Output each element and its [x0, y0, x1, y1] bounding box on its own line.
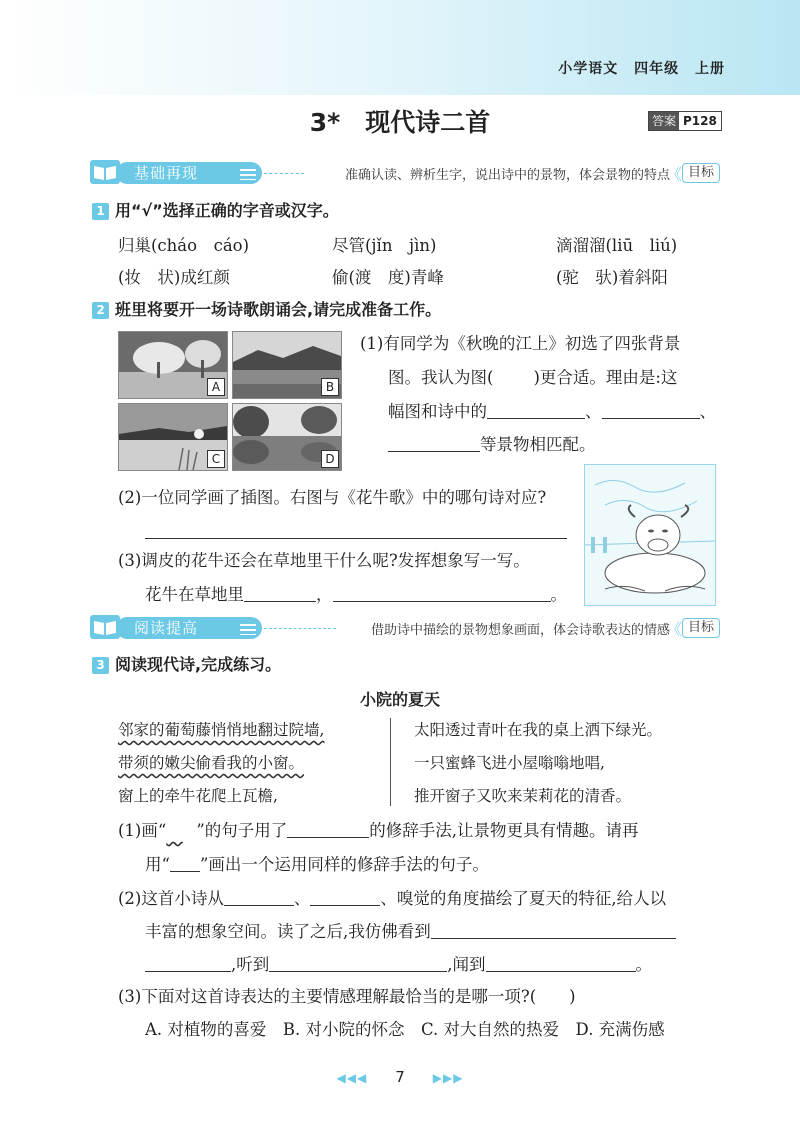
text: 。	[635, 955, 652, 974]
answer-page-tag	[648, 111, 722, 131]
question-prompt: 班里将要开一场诗歌朗诵会,请完成准备工作。	[115, 300, 442, 319]
answer-page: P128	[683, 114, 717, 128]
photo-d[interactable]	[232, 403, 342, 471]
choice-6[interactable]: (驼 驮)着斜阳	[556, 268, 668, 287]
photo-label: A	[207, 378, 225, 396]
photo-label: C	[207, 450, 225, 468]
goal-tag: 目标	[682, 163, 720, 183]
stripe-decoration	[240, 166, 256, 180]
question-2-heading	[92, 297, 441, 320]
text: ,闻到	[447, 955, 486, 974]
grade: 四年级	[634, 61, 680, 77]
answer-blank[interactable]	[287, 821, 369, 838]
question-3-heading	[92, 652, 281, 675]
q3-s2-line2	[145, 918, 676, 942]
right-arrows-icon: ▶▶▶	[432, 1071, 464, 1085]
text: 用“	[145, 855, 170, 874]
question-number: 2	[92, 302, 109, 319]
poem-divider	[390, 718, 391, 806]
text: 的修辞手法,让景物更具有情趣。请再	[369, 821, 639, 840]
text: 丰富的想象空间。读了之后,我仿佛看到	[145, 922, 431, 941]
q2-s3: (3)调皮的花牛还会在草地里干什么呢?发挥想象写一写。	[118, 551, 530, 570]
answer-blank[interactable]	[310, 889, 380, 906]
answer-blank[interactable]	[486, 955, 636, 972]
section-reading	[88, 615, 720, 641]
photo-label: B	[321, 378, 339, 396]
text: (2)这首小诗从	[118, 889, 224, 908]
poem-right-line-1: 太阳透过青叶在我的桌上洒下绿光。	[414, 721, 663, 739]
section-goal: 借助诗中描绘的景物想象画面，体会诗歌表达的情感	[370, 623, 670, 638]
question-1-heading	[92, 198, 339, 221]
choice-5[interactable]: 偷(渡 度)青峰	[332, 268, 444, 287]
question-number: 1	[92, 203, 109, 220]
answer-blank[interactable]	[244, 585, 316, 602]
page-footer	[0, 1068, 800, 1086]
answer-blank[interactable]	[602, 402, 700, 419]
poem-right-line-3: 推开窗子又吹来茉莉花的清香。	[414, 787, 632, 805]
text: 、	[699, 402, 716, 421]
header-band	[0, 0, 800, 95]
cow-drawing	[585, 465, 715, 605]
poem-left-line-1: 邻家的葡萄藤悄悄地翻过院墙,	[118, 721, 325, 739]
text: 花牛在草地里	[145, 585, 244, 604]
answer-label: 答案	[649, 112, 679, 130]
q3-s2-line3	[145, 951, 652, 975]
section-basics	[88, 160, 720, 186]
answer-blank[interactable]	[333, 585, 551, 602]
text: 图。我认为图(	[388, 368, 494, 387]
q3-s1-line2	[145, 851, 489, 875]
section-name: 阅读提高	[116, 617, 262, 639]
q2-s1-line1: (1)有同学为《秋晚的江上》初选了四张背景	[360, 334, 681, 353]
text: 幅图和诗中的	[388, 402, 487, 421]
choice-2[interactable]: 尽管(jǐn jìn)	[332, 236, 437, 255]
text: ，	[316, 585, 333, 604]
question-prompt: 用“√”选择正确的字音或汉字。	[115, 201, 339, 220]
left-arrows-icon: ◀◀◀	[336, 1071, 368, 1085]
choice-4[interactable]: (妆 状)成红颜	[118, 268, 230, 287]
text: (1)画“	[118, 821, 167, 840]
q2-s3-answer	[145, 581, 567, 605]
answer-blank[interactable]	[431, 922, 676, 939]
question-prompt: 阅读现代诗,完成练习。	[115, 655, 282, 674]
q2-s1-line2	[388, 364, 677, 388]
choice-3[interactable]: 滴溜溜(liū liú)	[556, 236, 678, 255]
text: )更合适。理由是:这	[533, 368, 678, 387]
section-goal: 准确认读、辨析生字，说出诗中的景物，体会景物的特点	[344, 168, 670, 183]
answer-blank[interactable]	[269, 955, 447, 972]
q3-options[interactable]: A. 对植物的喜爱 B. 对小院的怀念 C. 对大自然的热爱 D. 充满伤感	[145, 1020, 665, 1039]
poem-right-line-2: 一只蜜蜂飞进小屋嗡嗡地唱,	[414, 754, 605, 772]
q2-s1-line4	[388, 431, 596, 455]
goal-tag: 目标	[682, 618, 720, 638]
cow-illustration	[584, 464, 716, 606]
photo-c[interactable]	[118, 403, 228, 471]
chevron-icon: 《	[665, 165, 682, 184]
choice-1[interactable]: 归巢(cháo cáo)	[118, 236, 250, 255]
text: ”的句子用了	[196, 821, 288, 840]
page-number: 7	[395, 1068, 405, 1086]
text: ”画出一个运用同样的修辞手法的句子。	[199, 855, 489, 874]
q3-s3: (3)下面对这首诗表达的主要情感理解最恰当的是哪一项?( )	[118, 987, 576, 1006]
stripe-decoration	[240, 621, 256, 635]
text: 、	[293, 889, 311, 908]
text: 、嗅觉的角度描绘了夏天的特征,给人以	[380, 889, 667, 908]
text: 、	[585, 402, 602, 421]
volume: 上册	[695, 61, 725, 77]
answer-blank[interactable]	[388, 435, 480, 452]
answer-blank[interactable]	[224, 889, 294, 906]
text: ,听到	[231, 955, 270, 974]
photo-b[interactable]	[232, 331, 342, 399]
section-name: 基础再现	[116, 162, 262, 184]
question-number: 3	[92, 657, 109, 674]
text: 。	[550, 585, 567, 604]
q3-s1-line1	[118, 817, 639, 841]
poem-title: 小院的夏天	[359, 690, 440, 709]
dotted-line	[264, 173, 304, 174]
answer-line[interactable]	[145, 522, 567, 539]
lesson-title: 3* 现代诗二首	[309, 108, 491, 137]
book-info	[558, 58, 725, 78]
text: 等景物相匹配。	[480, 435, 596, 454]
poem-left-line-2: 带须的嫩尖偷看我的小窗。	[118, 754, 305, 772]
answer-blank[interactable]	[145, 955, 231, 972]
chevron-icon: 《	[665, 620, 682, 639]
straight-mark	[170, 855, 200, 872]
answer-blank[interactable]	[487, 402, 585, 419]
poem-left-line-3: 窗上的牵牛花爬上瓦檐,	[118, 787, 278, 805]
photo-label: D	[321, 450, 339, 468]
photo-a[interactable]	[118, 331, 228, 399]
q2-s2: (2)一位同学画了插图。右图与《花牛歌》中的哪句诗对应?	[118, 488, 547, 507]
wavy-mark	[166, 821, 196, 840]
dotted-line	[264, 628, 336, 629]
q2-s1-line3	[388, 398, 716, 422]
subject: 小学语文	[558, 61, 619, 77]
q3-s2-line1	[118, 885, 666, 909]
